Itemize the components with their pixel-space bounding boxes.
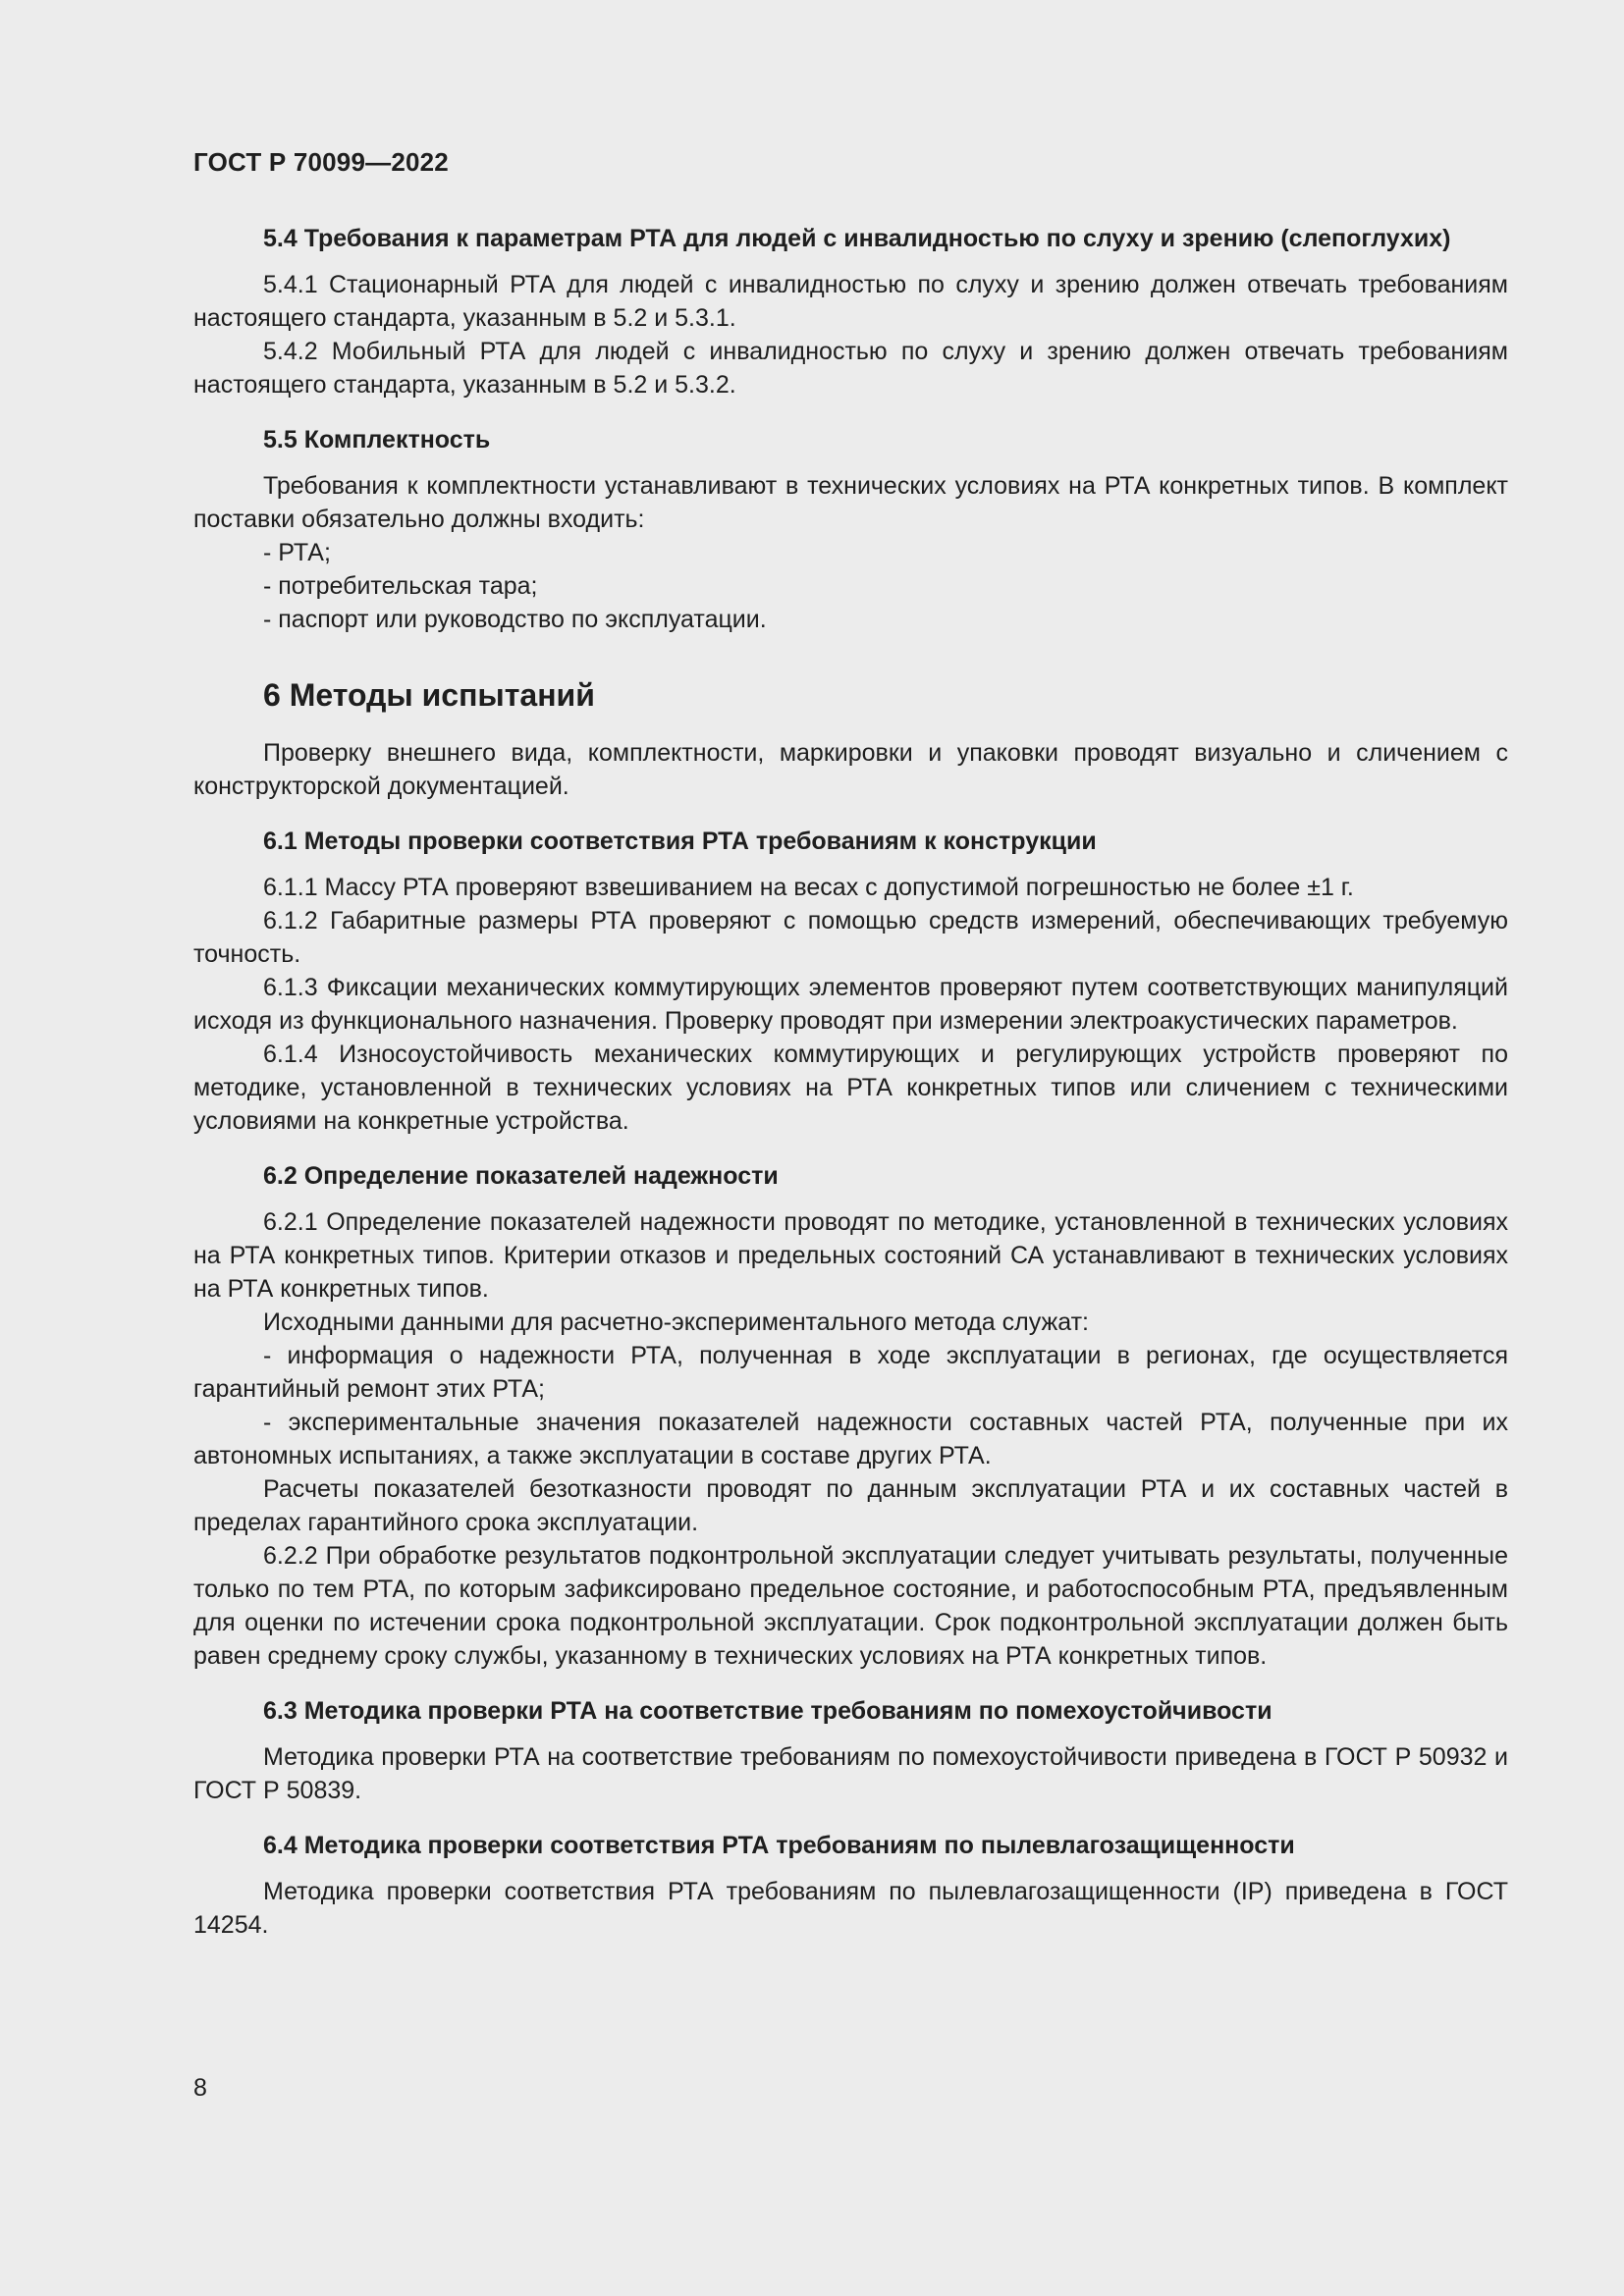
document-code-header: ГОСТ Р 70099—2022	[193, 147, 449, 177]
section-5-5-heading: 5.5 Комплектность	[263, 426, 491, 454]
paragraph-6-1-1: 6.1.1 Массу РТА проверяют взвешиванием на весах с допустимой погрешностью не более ±1 г.	[263, 874, 1354, 901]
paragraph-6-1-2: 6.1.2 Габаритные размеры РТА проверяют с помощью средств измерений, обеспечивающих требуемую точность.	[193, 907, 1508, 968]
list-item: - паспорт или руководство по эксплуатации.	[263, 606, 767, 633]
paragraph-5-5-intro: Требования к комплектности устанавливают в технических условиях на РТА конкретных типов. В комплект поставки обязательно должны входить:	[193, 472, 1508, 533]
paragraph-6-2-1: 6.2.1 Определение показателей надежности проводят по методике, установленной в технических условиях на РТА конкретных типов. Критерии отказов и предельных состояний СА устанавливают в технических условиях на РТА конкретных типов.	[193, 1208, 1508, 1303]
paragraph-6-2-2: 6.2.2 При обработке результатов подконтрольной эксплуатации следует учитывать результаты, полученные только по тем РТА, по которым зафиксировано предельное состояние, и работоспособным РТА, предъявленным для оценки по истечении срока подконтрольной эксплуатации. Срок подконтрольной эксплуатации должен быть равен среднему сроку службы, указанному в технических условиях на РТА конкретных типов.	[193, 1542, 1508, 1670]
section-5-4-heading: 5.4 Требования к параметрам РТА для людей с инвалидностью по слуху и зрению (слепоглухих)	[263, 225, 1451, 252]
paragraph-6-1-3: 6.1.3 Фиксации механических коммутирующих элементов проверяют путем соответствующих манипуляций исходя из функционального назначения. Проверку проводят при измерении электроакустических параметров.	[193, 974, 1508, 1035]
section-6-3-heading: 6.3 Методика проверки РТА на соответствие требованиям по помехоустойчивости	[263, 1697, 1272, 1725]
paragraph-6-3: Методика проверки РТА на соответствие требованиям по помехоустойчивости приведена в ГОСТ Р 50932 и ГОСТ Р 50839.	[193, 1743, 1508, 1804]
paragraph-6-intro: Проверку внешнего вида, комплектности, маркировки и упаковки проводят визуально и сличением с конструкторской документацией.	[193, 739, 1508, 800]
list-item: - информация о надежности РТА, полученная в ходе эксплуатации в регионах, где осуществляется гарантийный ремонт этих РТА;	[193, 1342, 1508, 1403]
section-6-4-heading: 6.4 Методика проверки соответствия РТА требованиям по пылевлагозащищенности	[263, 1832, 1295, 1859]
paragraph-6-1-4: 6.1.4 Износоустойчивость механических коммутирующих и регулирующих устройств проверяют по методике, установленной в технических условиях на РТА конкретных типов или сличением с техническими условиями на конкретные устройства.	[193, 1041, 1508, 1135]
paragraph-5-4-2: 5.4.2 Мобильный РТА для людей с инвалидностью по слуху и зрению должен отвечать требованиям настоящего стандарта, указанным в 5.2 и 5.3.2.	[193, 338, 1508, 399]
list-item: - экспериментальные значения показателей надежности составных частей РТА, полученные при их автономных испытаниях, а также эксплуатации в составе других РТА.	[193, 1409, 1508, 1469]
paragraph-5-4-1: 5.4.1 Стационарный РТА для людей с инвалидностью по слуху и зрению должен отвечать требованиям настоящего стандарта, указанным в 5.2 и 5.3.1.	[193, 271, 1508, 332]
document-body	[193, 222, 1508, 1942]
page-number: 8	[193, 2074, 207, 2102]
paragraph-6-2-source-data: Исходными данными для расчетно-экспериментального метода служат:	[263, 1308, 1090, 1336]
paragraph-6-4: Методика проверки соответствия РТА требованиям по пылевлагозащищенности (IP) приведена в ГОСТ 14254.	[193, 1878, 1508, 1939]
section-6-2-heading: 6.2 Определение показателей надежности	[263, 1162, 779, 1190]
section-6-1-heading: 6.1 Методы проверки соответствия РТА требованиям к конструкции	[263, 828, 1097, 855]
list-item: - РТА;	[263, 539, 331, 566]
section-6-heading: 6 Методы испытаний	[263, 677, 595, 713]
list-item: - потребительская тара;	[263, 572, 538, 600]
paragraph-6-2-calculations: Расчеты показателей безотказности проводят по данным эксплуатации РТА и их составных частей в пределах гарантийного срока эксплуатации.	[193, 1475, 1508, 1536]
